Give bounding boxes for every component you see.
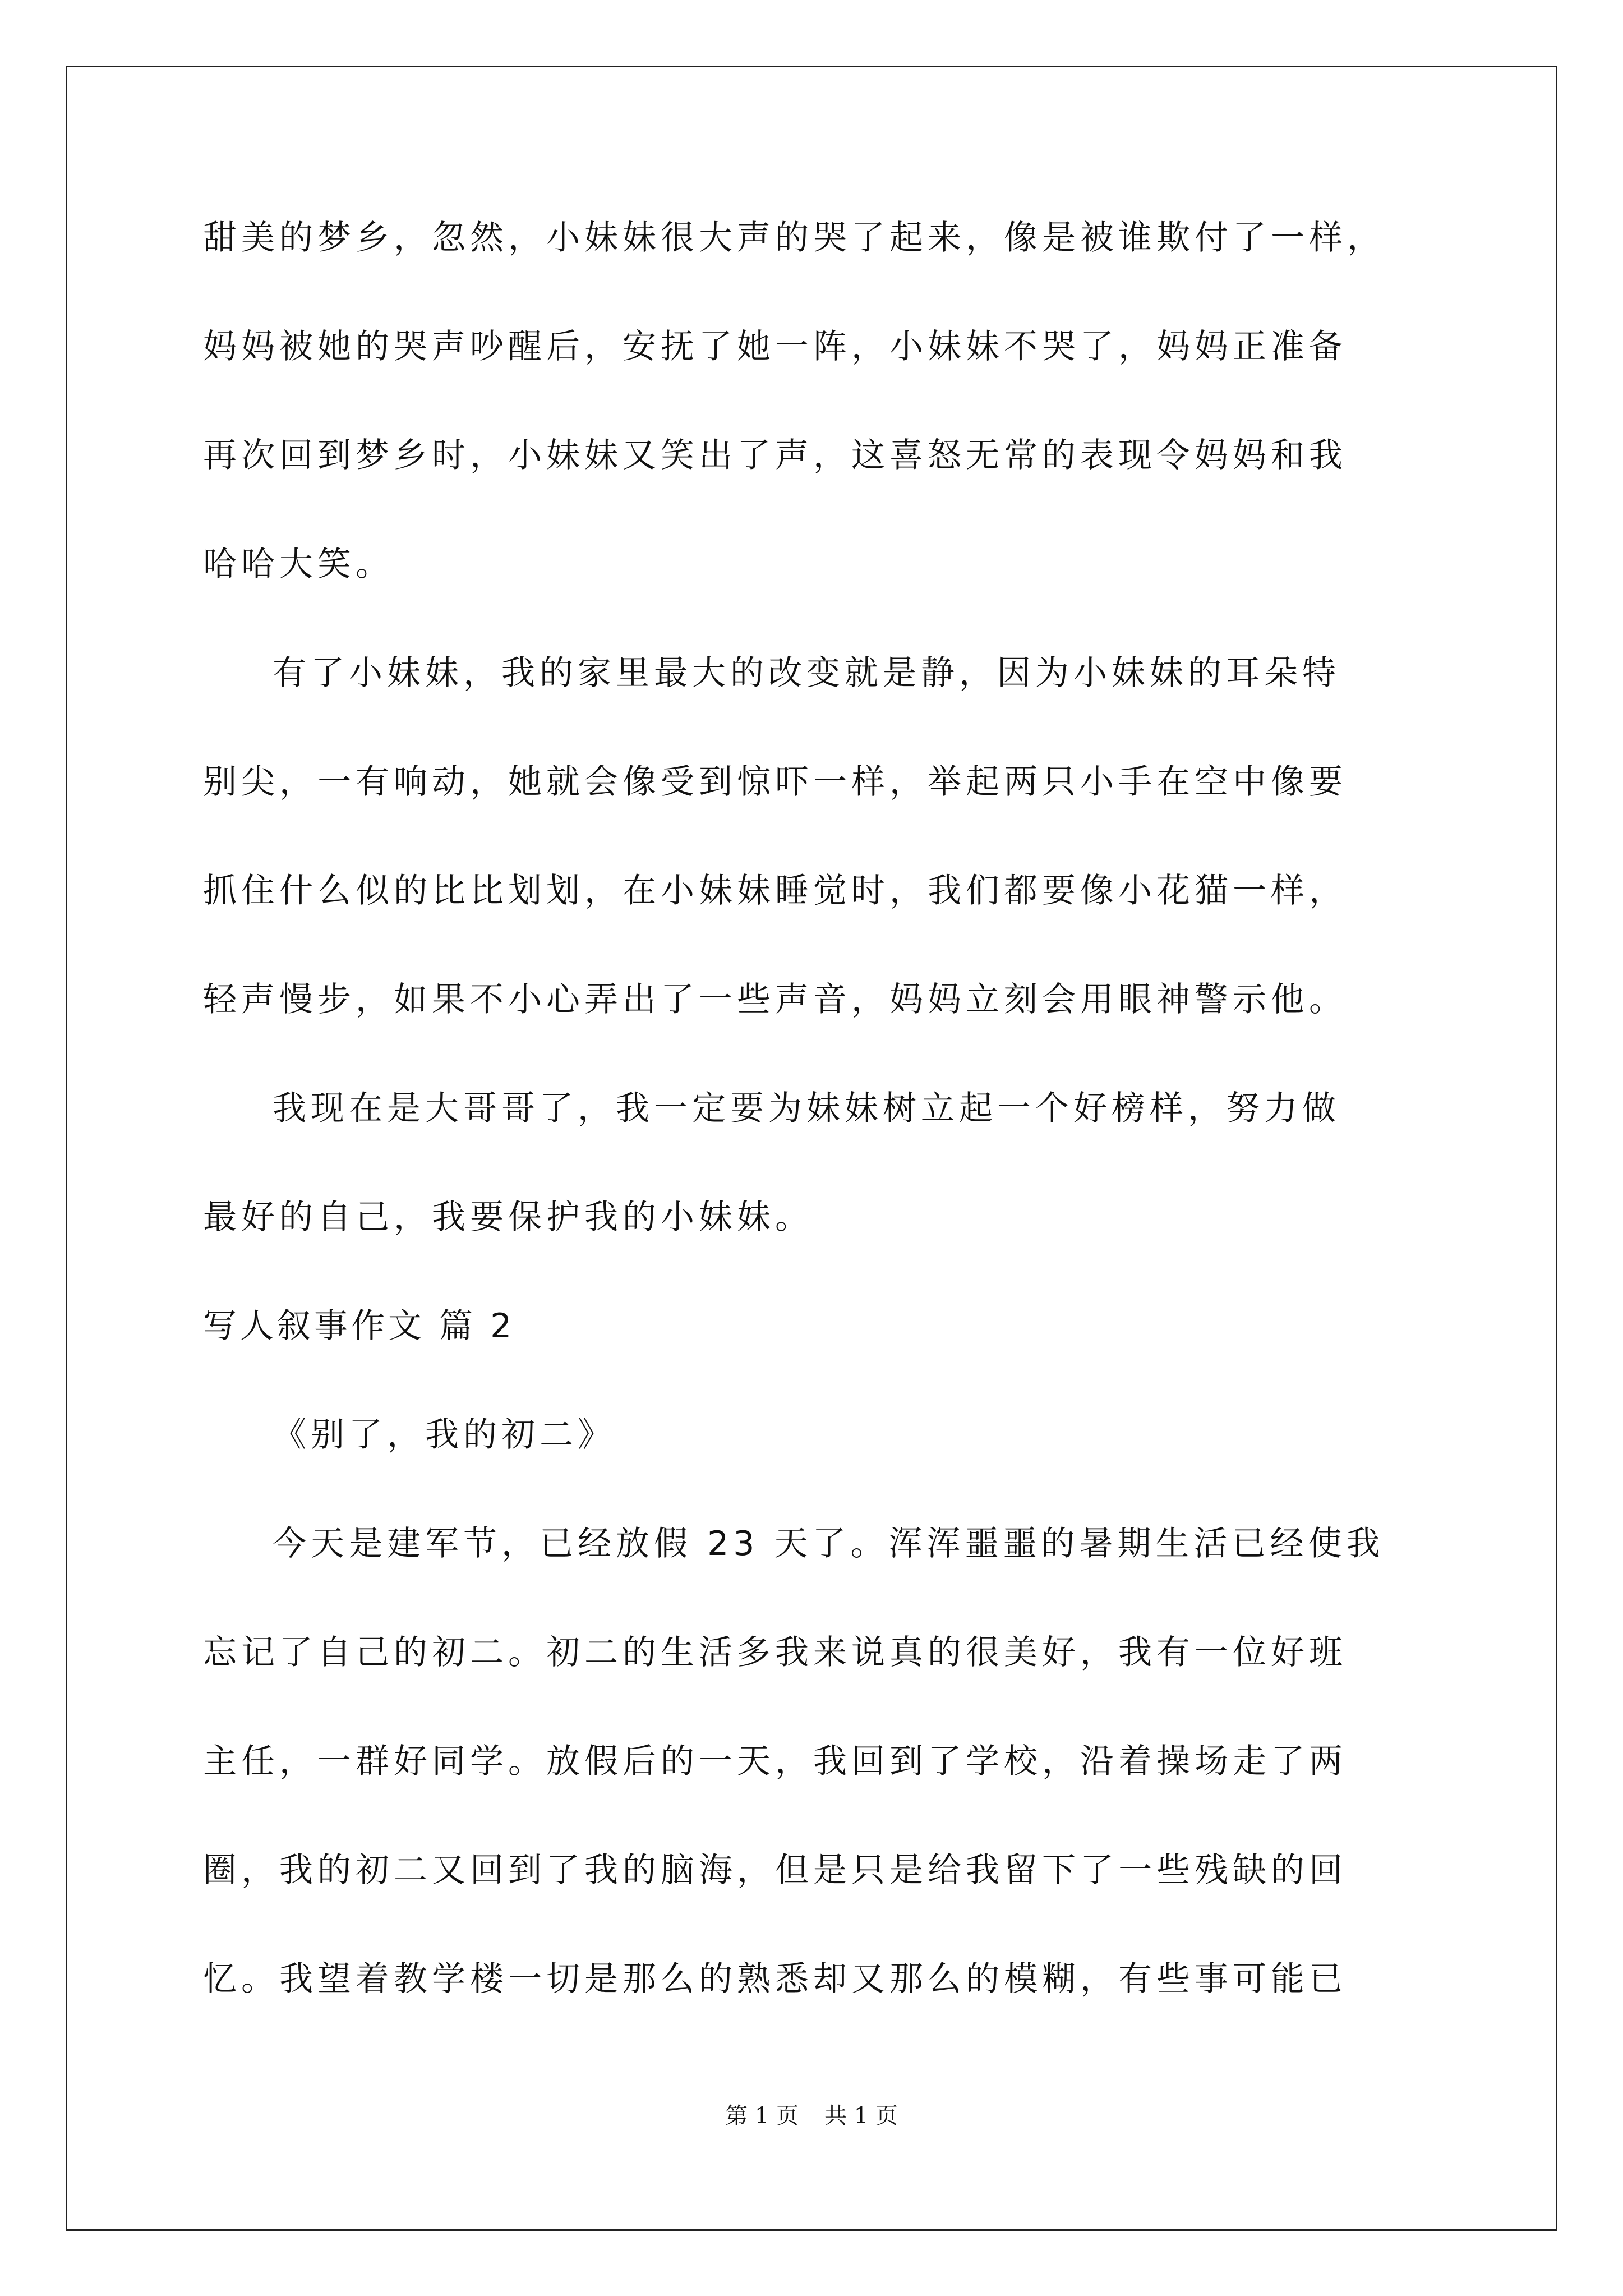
text-line-8: 轻声慢步，如果不小心弄出了一些声音，妈妈立刻会用眼神警示他。 [203,980,1347,1019]
page-number: 第 1 页 [725,2103,799,2129]
text-line-1: 甜美的梦乡，忽然，小妹妹很大声的哭了起来，像是被谁欺付了一样， [203,218,1385,257]
text-line-3: 再次回到梦乡时，小妹妹又笑出了声，这喜怒无常的表现令妈妈和我 [203,436,1347,475]
text-line-15: 主任，一群好同学。放假后的一天，我回到了学校，沿着操场走了两 [203,1742,1347,1781]
text-line-16: 圈，我的初二又回到了我的脑海，但是只是给我留下了一些残缺的回 [203,1851,1347,1890]
text-line-7: 抓住什么似的比比划划，在小妹妹睡觉时，我们都要像小花猫一样， [203,871,1347,910]
paragraph-start-line-9: 我现在是大哥哥了，我一定要为妹妹树立起一个好榜样，努力做 [273,1089,1340,1128]
page-total: 共 1 页 [824,2103,898,2129]
text-line-17: 忆。我望着教学楼一切是那么的熟悉却又那么的模糊，有些事可能已 [203,1959,1347,1999]
text-line-2: 妈妈被她的哭声吵醒后，安抚了她一阵，小妹妹不哭了，妈妈正准备 [203,327,1347,366]
document-body [203,219,1426,2069]
section-heading: 写人叙事作文 篇 2 [203,1306,515,1346]
essay-title: 《别了，我的初二》 [273,1415,616,1455]
text-line-6: 别尖，一有响动，她就会像受到惊吓一样，举起两只小手在空中像要 [203,762,1347,802]
text-line-14: 忘记了自己的初二。初二的生活多我来说真的很美好，我有一位好班 [203,1633,1347,1672]
text-line-10: 最好的自己，我要保护我的小妹妹。 [203,1198,813,1237]
text-line-4: 哈哈大笑。 [203,545,394,584]
paragraph-start-line-5: 有了小妹妹，我的家里最大的改变就是静，因为小妹妹的耳朵特 [273,654,1340,693]
page-footer [0,2102,1623,2129]
paragraph-start-line-13: 今天是建军节，已经放假 23 天了。浑浑噩噩的暑期生活已经使我 [273,1524,1385,1563]
